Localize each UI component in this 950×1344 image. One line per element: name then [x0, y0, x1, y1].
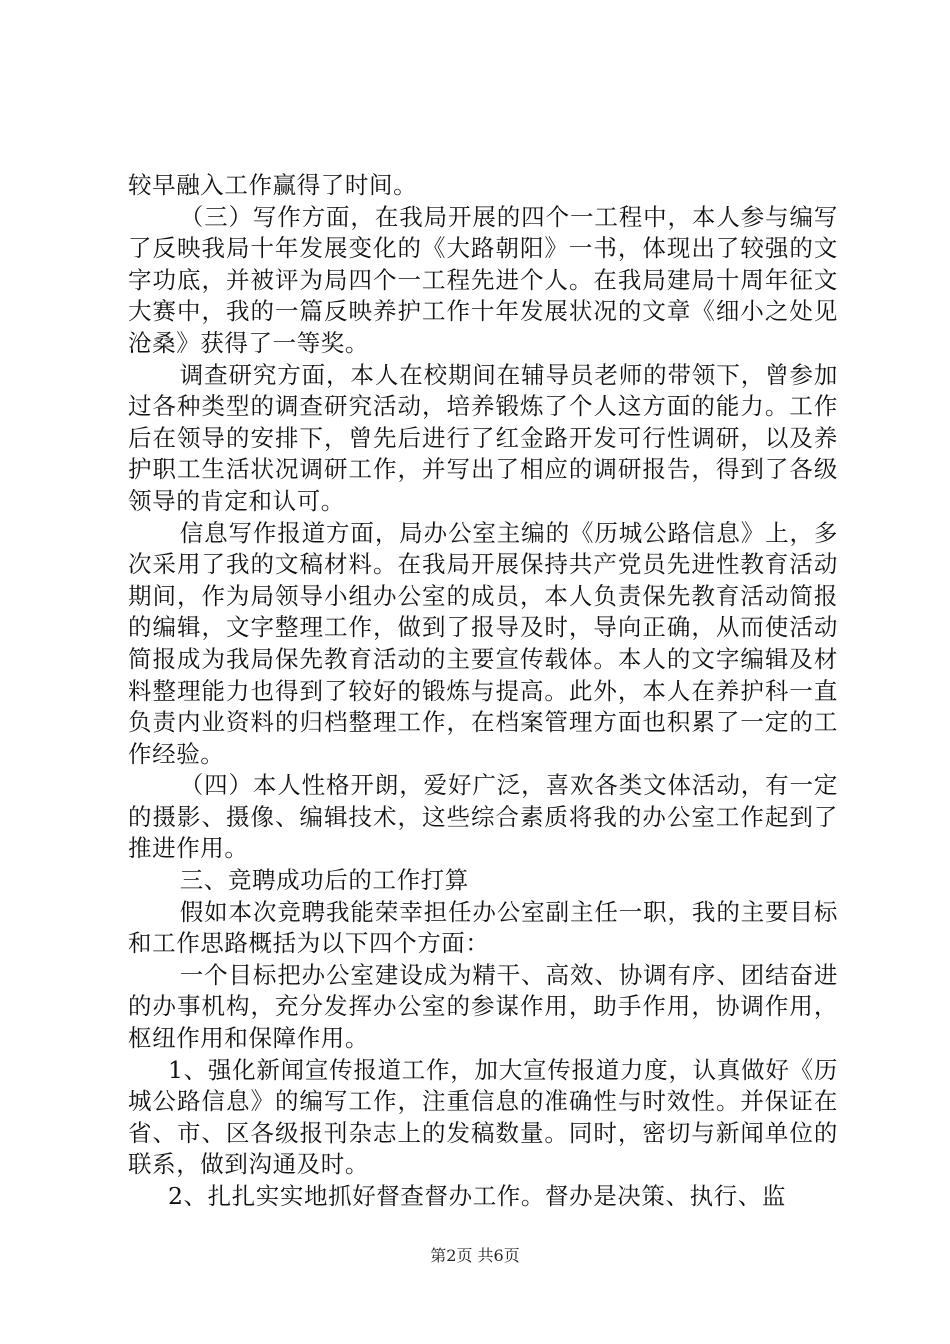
paragraph-personality: （四）本人性格开朗，爱好广泛，喜欢各类文体活动，有一定的摄影、摄像、编辑技术，这些综合素质将我的办公室工作起到了推进作用。 — [128, 771, 838, 863]
paragraph-research: 调查研究方面，本人在校期间在辅导员老师的带领下，曾参加过各种类型的调查研究活动，培养锻炼了个人这方面的能力。工作后在领导的安排下，曾先后进行了红金路开发可行性调研，以及养护职工生活状况调研工作，并写出了相应的调研报告，得到了各级领导的肯定和认可。 — [128, 360, 838, 515]
page-footer: 第2页 共6页 — [430, 1246, 520, 1265]
paragraph-continuation: 较早融入工作赢得了时间。 — [128, 171, 418, 199]
paragraph-information: 信息写作报道方面，局办公室主编的《历城公路信息》上，多次采用了我的文稿材料。在我局开展保持共产党员先进性教育活动期间，作为局领导小组办公室的成员，本人负责保先教育活动简报的编辑，文字整理工作，做到了报导及时，导向正确，从而使活动简报成为我局保先教育活动的主要宣传载体。本人的文字编辑及材料整理能力也得到了较好的锻炼与提高。此外，本人在养护科一直负责内业资料的归档整理工作，在档案管理方面也积累了一定的工作经验。 — [128, 518, 838, 768]
paragraph-item-2: 2、扎扎实实地抓好督查督办工作。督办是决策、执行、监 — [167, 1182, 786, 1210]
paragraph-intro-plan: 假如本次竞聘我能荣幸担任办公室副主任一职，我的主要目标和工作思路概括为以下四个方面： — [128, 897, 838, 958]
section-heading-plan: 三、竞聘成功后的工作打算 — [179, 866, 469, 895]
paragraph-goal: 一个目标把办公室建设成为精干、高效、协调有序、团结奋进的办事机构，充分发挥办公室的参谋作用，助手作用，协调作用，枢纽作用和保障作用。 — [128, 960, 838, 1053]
paragraph-writing: （三）写作方面，在我局开展的四个一工程中，本人参与编写了反映我局十年发展变化的《大路朝阳》一书，体现出了较强的文字功底，并被评为局四个一工程先进个人。在我局建局十周年征文大赛中，我的一篇反映养护工作十年发展状况的文章《细小之处见沧桑》获得了一等奖。 — [128, 202, 838, 357]
paragraph-item-1: 1、强化新闻宣传报道工作，加大宣传报道力度，认真做好《历城公路信息》的编写工作，注重信息的准确性与时效性。并保证在省、市、区各级报刊杂志上的发稿数量。同时，密切与新闻单位的联系，做到沟通及时。 — [128, 1055, 838, 1179]
document-body — [128, 170, 838, 1213]
